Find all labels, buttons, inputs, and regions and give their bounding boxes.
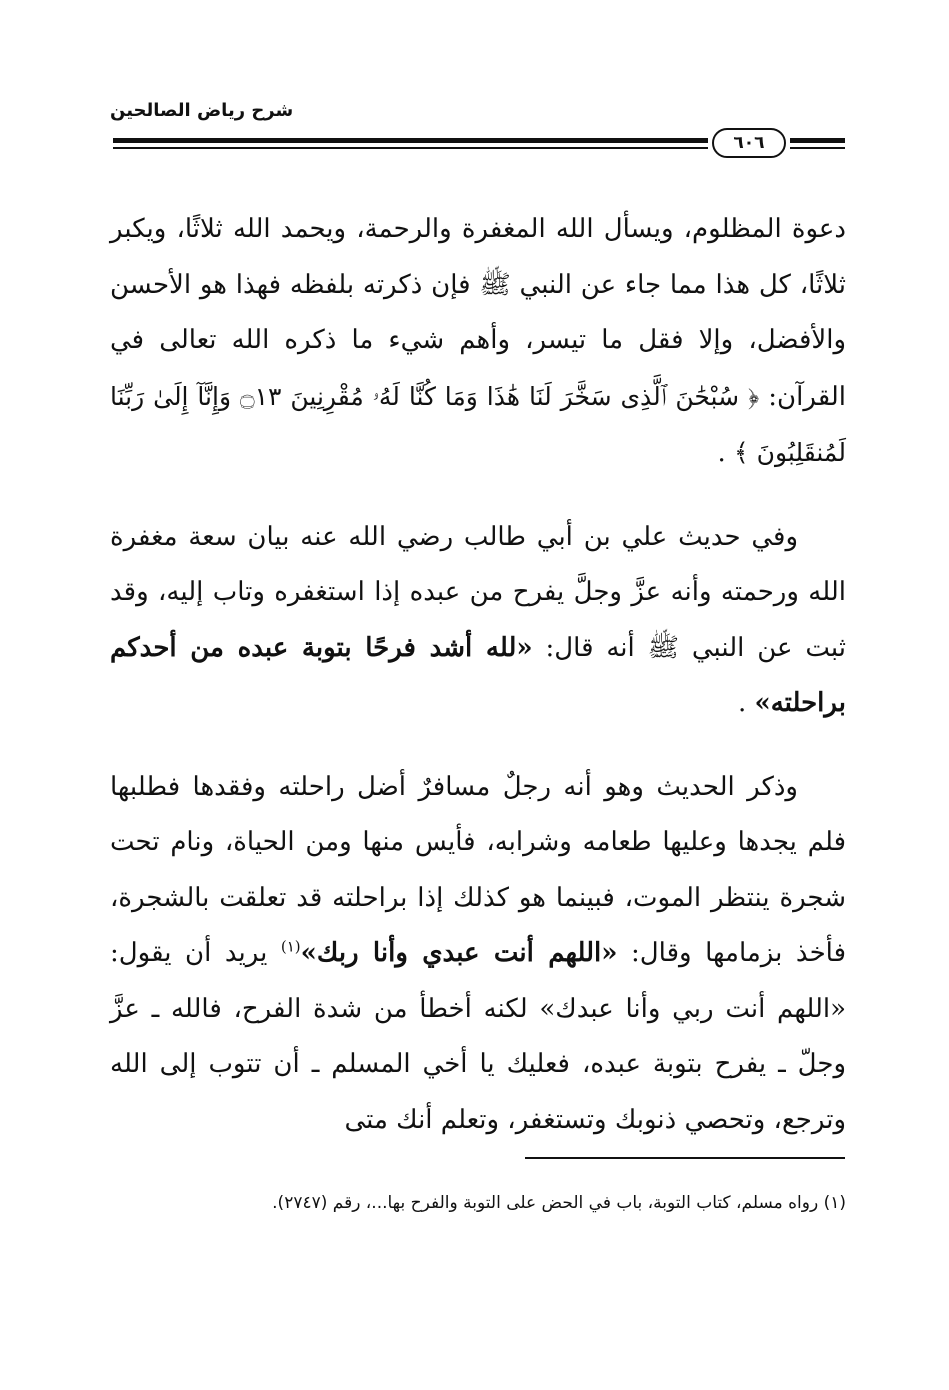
paragraph-2 xyxy=(110,510,846,732)
header-rule xyxy=(113,138,708,143)
paragraph-1 xyxy=(110,202,846,482)
page-number-badge: ٦٠٦ xyxy=(712,128,786,158)
quran-verse: ﴿ سُبْحَٰنَ ٱلَّذِى سَخَّرَ لَنَا هَٰذَا وَمَا كُنَّا لَهُۥ مُقْرِنِينَ ۝١٣ وَإِنَّآ إِلَىٰ رَبِّنَا لَمُنقَلِبُونَ ﴾ xyxy=(110,381,846,467)
main-text xyxy=(110,202,846,1148)
paragraph-3 xyxy=(110,760,846,1149)
hadith-quote-2: «اللهم أنت عبدي وأنا ربك» xyxy=(300,938,618,968)
paragraph-3-text: وذكر الحديث وهو أنه رجلٌ مسافرٌ أضل راحلته وفقدها فطلبها فلم يجدها وعليها طعامه وشرابه، فأيس منها ومن الحياة، ونام تحت شجرة ينتظر الموت، فبينما هو كذلك إذا براحلته قد تعلقت بالشجرة، فأخذ بزمامها وقال: xyxy=(110,771,846,968)
footnote: (١) رواه مسلم، كتاب التوبة، باب في الحض على التوبة والفرح بها...، رقم (٢٧٤٧). xyxy=(272,1193,846,1213)
running-header-title: شرح رياض الصالحين xyxy=(110,100,294,121)
footnote-separator xyxy=(525,1157,845,1159)
header-rule-right xyxy=(790,138,845,143)
paragraph-2-text: وفي حديث علي بن أبي طالب رضي الله عنه بيان سعة مغفرة الله ورحمته وأنه عزَّ وجلَّ يفرح من عبده إذا استغفره وتاب إليه، وقد ثبت عن النبي ﷺ أنه قال: xyxy=(110,521,846,663)
header-rule-thin xyxy=(113,147,708,149)
paragraph-3-tail: يريد أن يقول: «اللهم أنت ربي وأنا عبدك» لكنه أخطأ من شدة الفرح، فالله ـ عزَّ وجلّ ـ يفرح بتوبة عبده، فعليك يا أخي المسلم ـ أن تتوب إلى الله وترجع، وتحصي ذنوبك وتستغفر، وتعلم أنك متى xyxy=(110,938,846,1135)
paragraph-2-end: . xyxy=(737,688,747,718)
hadith-quote: «لله أشد فرحًا بتوبة عبده من أحدكم براحلته» xyxy=(110,632,846,718)
paragraph-1-end: . xyxy=(717,438,726,468)
footnote-marker: (١) xyxy=(280,937,301,956)
header-rule-right-thin xyxy=(790,147,845,149)
paragraph-1-text: دعوة المظلوم، ويسأل الله المغفرة والرحمة، ويحمد الله ثلاثًا، ويكبر ثلاثًا، كل هذا مما جاء عن النبي ﷺ فإن ذكرته بلفظه فهذا هو الأحسن والأفضل، وإلا فقل ما تيسر، وأهم شيء ما ذكره الله تعالى في القرآن: xyxy=(110,214,846,412)
